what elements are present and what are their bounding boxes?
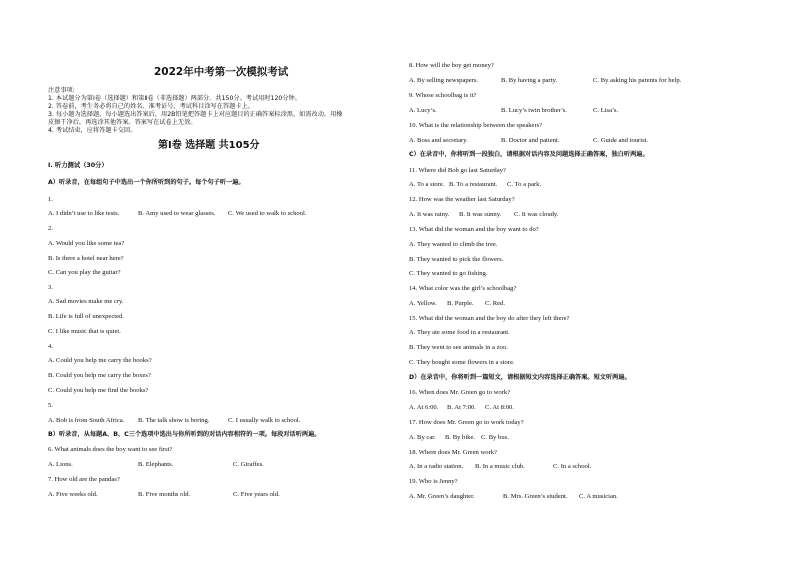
question-number: 4. [48,343,53,350]
option-b: B. Life is full of unexpected. [48,313,124,320]
option-a: A. They wanted to climb the tree. [409,241,498,248]
question-number: 2. [48,225,53,232]
option-a: A. Sad movies make me cry. [48,298,124,305]
option-b: B. Mrs. Green’s student. [503,493,568,500]
option-a: A. Bob is from South Africa. [48,417,125,424]
option-b: B. Could you help me carry the boxes? [48,372,151,379]
question-text: 7. How old are the pandas? [48,476,120,483]
option-b: B. Purple. [447,300,474,307]
option-b: B. In a music club. [475,463,525,470]
option-c: C. Giraffes. [233,461,264,468]
option-b: B. Doctor and patient. [501,137,560,144]
question-text: 15. What did the woman and the boy do after they left there? [409,315,570,322]
option-b: B. The talk show is boring. [138,417,210,424]
question-text: 11. Where did Bob go last Saturday? [409,167,506,174]
option-c: C. I like music that is quiet. [48,328,121,335]
option-a: A. Would you like some tea? [48,240,125,247]
option-c: C. Guide and tourist. [593,137,649,144]
option-a: A. By car. [409,434,436,441]
option-c: C. By asking his parents for help. [593,77,682,84]
option-c: C. In a school. [553,463,592,470]
question-options [409,77,681,85]
option-a: A. They ate some food in a restaurant. [409,329,510,336]
option-b: B. At 7:00. [447,404,476,411]
section-instruction: D）在录音中，你将听到一篇短文，请根据短文内容选择正确答案。短文听两遍。 [409,374,631,381]
question-text: 17. How does Mr. Green go to work today? [409,419,524,426]
option-c: C. They wanted to go fishing. [409,270,488,277]
question-text: 9. Whose schoolbag is it? [409,92,477,99]
notice-line: 3. 每小题为选择题，每小题选出答案后，用2B铅笔把答题卡上对应题目的正确答案标涂黑，如需改动，用橡 [48,111,343,118]
question-number: 1. [48,196,53,203]
option-a: A. Lions. [48,461,73,468]
option-c: C. Could you help me find the books? [48,387,149,394]
option-b: B. By having a party. [501,77,557,84]
notice-line: 皮擦干净后，再选涂其他答案。答案写在试卷上无效。 [48,119,197,126]
option-b: B. They wanted to pick the flowers. [409,256,504,263]
section-heading: Ⅰ. 听力测试（30分） [48,162,108,169]
question-text: 13. What did the woman and the boy want to do? [409,226,539,233]
question-options [48,417,300,425]
option-a: A. Five weeks old. [48,491,98,498]
question-text: 6. What animals does the boy want to see first? [48,446,173,453]
option-c: C. I usually walk to school. [228,417,301,424]
section-instruction: B）听录音，从每题A、B、C三个选项中选出与你所听到的对话内容相符的一项。每段对话听两遍。 [48,431,321,438]
option-c: C. Can you play the guitar? [48,269,121,276]
option-b: B. Amy used to wear glasses. [138,210,216,217]
question-options [48,491,280,499]
question-text: 18. Where does Mr. Green work? [409,449,497,456]
option-b: B. It was sunny. [459,211,502,218]
notice-line: 1. 本试题分为第Ⅰ卷（选择题）和第Ⅱ卷（非选择题）两部分。共150分。考试用时120分钟。 [48,95,301,102]
question-text: 10. What is the relationship between the speakers? [409,122,543,129]
option-c: C. Five years old. [233,491,280,498]
volume-title: 第Ⅰ卷 选择题 共105分 [158,140,260,151]
question-options [409,463,591,471]
option-b: B. To a restaurant. [449,181,498,188]
question-text: 8. How will the boy get money? [409,62,494,69]
option-c: C. By bus. [481,434,509,441]
notice-heading: 注意事项: [48,87,75,94]
option-c: C. They bought some flowers in a store. [409,359,515,366]
option-a: A. In a radio station. [409,463,464,470]
notice-line: 4. 考试结束，应将答题卡交回。 [48,127,137,134]
option-a: A. Yellow. [409,300,437,307]
option-a: A. Mr. Green’s daughter. [409,493,475,500]
question-options [409,300,505,308]
question-number: 3. [48,284,53,291]
option-c: C. To a park. [507,181,542,188]
question-options [409,404,514,412]
option-b: B. By bike. [445,434,476,441]
option-c: C. Red. [485,300,505,307]
option-a: A. By selling newspapers. [409,77,479,84]
question-options [48,210,306,218]
option-a: A. To a store. [409,181,445,188]
question-options [409,211,558,219]
option-a: A. It was rainy. [409,211,450,218]
question-options [409,493,618,501]
option-a: A. Lucy’s. [409,107,437,114]
exam-title: 2022年中考第一次模拟考试 [154,66,289,78]
option-b: B. Lucy’s twin brother’s. [501,107,567,114]
question-text: 19. Who is Jenny? [409,478,458,485]
option-c: C. It was cloudy. [514,211,559,218]
question-options [409,137,648,145]
section-instruction: C）在录音中，你将听到一段独白，请根据对话内容及问题选择正确答案，独白听两遍。 [409,151,649,158]
question-options [409,434,509,442]
option-a: A. I didn’t use to like tests. [48,210,120,217]
question-text: 14. What color was the girl’s schoolbag? [409,285,517,292]
option-c: C. We used to walk to school. [228,210,307,217]
option-b: B. Elephants. [138,461,174,468]
section-instruction: A）听录音，在每组句子中选出一个你所听到的句子。每个句子听一遍。 [48,179,245,186]
question-text: 12. How was the weather last Saturday? [409,196,515,203]
option-b: B. They went to see animals in a zoo. [409,344,508,351]
question-options [48,461,264,469]
option-a: A. Boss and secretary. [409,137,468,144]
option-b: B. Five months old. [138,491,191,498]
question-number: 5. [48,402,53,409]
option-c: C. At 8:00. [485,404,514,411]
option-a: A. Could you help me carry the books? [48,357,152,364]
option-c: C. Lisa’s. [593,107,619,114]
question-text: 16. When does Mr. Green go to work? [409,389,511,396]
option-b: B. Is there a hotel near here? [48,255,124,262]
notice-line: 2. 答卷前，考生务必将自己的姓名、准考证号、考试科目涂写在答题卡上。 [48,103,254,110]
question-options [409,181,541,189]
option-c: C. A musician. [579,493,618,500]
option-a: A. At 6:00. [409,404,439,411]
question-options [409,107,618,115]
